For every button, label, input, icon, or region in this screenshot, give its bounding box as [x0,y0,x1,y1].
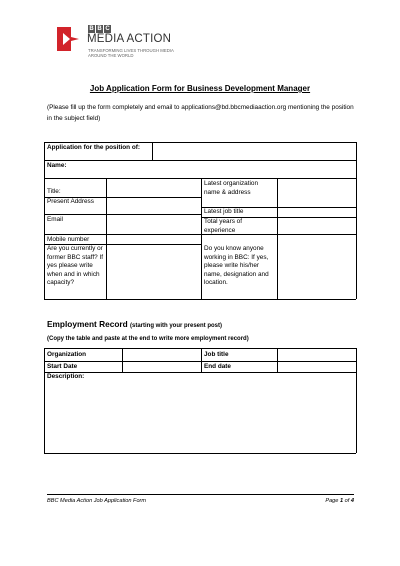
organization-label: Organization [47,351,87,358]
job-title-label: Job title [204,351,229,358]
document-title: Job Application Form for Business Development Manager [89,84,311,93]
bbc-letter-b1: B [89,26,94,32]
footer-page-number [325,498,354,504]
know-anyone-field[interactable] [278,235,355,298]
end-date-label: End date [204,363,231,370]
title-field[interactable] [107,179,200,196]
start-date-field[interactable] [123,362,200,371]
organization-field[interactable] [123,349,200,360]
know-anyone-label: Do you know anyone working in BBC: If yes, please write his/her name, designation and location. [204,245,269,287]
start-date-label: Start Date [47,363,78,370]
experience-field[interactable] [278,218,355,233]
logo-tagline-line2: AROUND THE WORLD [88,53,134,58]
name-field[interactable] [106,161,355,177]
former-staff-field[interactable] [107,245,200,298]
present-address-field[interactable] [107,198,200,213]
employment-heading [47,319,222,329]
former-staff-label: Are you currently or former BBC staff? If yes please write when and in which capacity? [47,245,103,287]
present-address-label: Present Address [47,198,94,205]
title-label: Title: [47,188,61,195]
employment-note: (Copy the table and paste at the end to write more employment record) [47,336,249,342]
latest-organization-label: Latest organization name & address [204,180,259,196]
job-title-field[interactable] [278,349,355,360]
email-field[interactable] [107,215,200,233]
logo-mark-icon [57,27,79,51]
description-label: Description: [47,373,85,380]
mobile-field[interactable] [107,235,200,243]
footer-page-current: 1 [339,498,344,504]
logo-tagline-line1: TRANSFORMING LIVES THROUGH MEDIA [88,48,174,53]
employment-heading-sub: (starting with your present post) [130,323,223,329]
end-date-field[interactable] [278,362,355,371]
logo-name: MEDIA ACTION [87,33,172,45]
name-label: Name: [47,162,67,169]
bbc-letter-b2: B [97,26,102,32]
description-field[interactable] [45,382,355,452]
employment-heading-main: Employment Record [47,319,128,329]
latest-job-title-label: Latest job title [204,208,244,215]
latest-organization-field[interactable] [278,179,355,206]
mobile-label: Mobile number [47,236,90,243]
position-label: Application for the position of: [47,144,141,151]
email-label: Email [47,216,63,223]
footer-page-total: 4 [350,498,354,504]
position-field[interactable] [153,143,355,159]
latest-job-title-field[interactable] [278,208,355,216]
bbc-logo [88,25,111,33]
experience-label: Total years of experience [204,218,243,234]
footer-form-name: BBC Media Action Job Application Form [47,498,147,504]
logo-tagline [88,48,188,58]
footer-divider [47,494,354,495]
footer-page-of: of [343,498,351,504]
intro-text: (Please fill up the form completely and email to applications@bd.bbcmediaaction.org mentioning the position in the subject field) [47,104,354,122]
footer-page-prefix: Page [325,498,340,504]
bbc-letter-c: C [105,26,110,32]
